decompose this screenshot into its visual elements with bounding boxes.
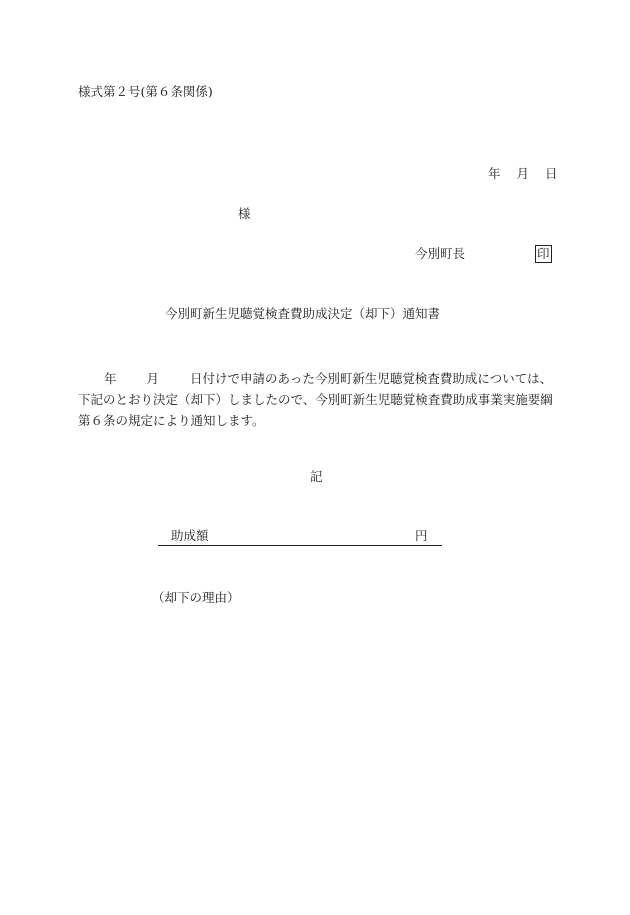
document-title: 今別町新生児聴覚検査費助成決定（却下）通知書 bbox=[165, 306, 441, 321]
amount-label: 助成額 bbox=[171, 528, 209, 543]
date-day: 日 bbox=[545, 166, 558, 181]
body-paragraph bbox=[78, 368, 556, 431]
form-number: 様式第２号(第６条関係) bbox=[78, 84, 213, 99]
addressee-honorific: 様 bbox=[238, 206, 251, 221]
record-heading: 記 bbox=[310, 469, 323, 484]
issuer-name: 今別町長 bbox=[415, 246, 466, 261]
body-text: 日付けで申請のあった今別町新生児聴覚検査費助成については、下記のとおり決定（却下）しましたので、今別町新生児聴覚検査費助成事業実施要綱第６条の規定により通知します。 bbox=[78, 371, 553, 428]
amount-line bbox=[158, 530, 442, 546]
date-year: 年 bbox=[488, 166, 501, 181]
date-line bbox=[488, 168, 558, 181]
amount-unit: 円 bbox=[415, 528, 428, 543]
date-month: 月 bbox=[516, 166, 530, 181]
body-month: 月 bbox=[146, 371, 160, 386]
seal-mark: 印 bbox=[537, 246, 550, 261]
body-year: 年 bbox=[104, 371, 117, 386]
rejection-reason-label: （却下の理由） bbox=[152, 590, 240, 605]
